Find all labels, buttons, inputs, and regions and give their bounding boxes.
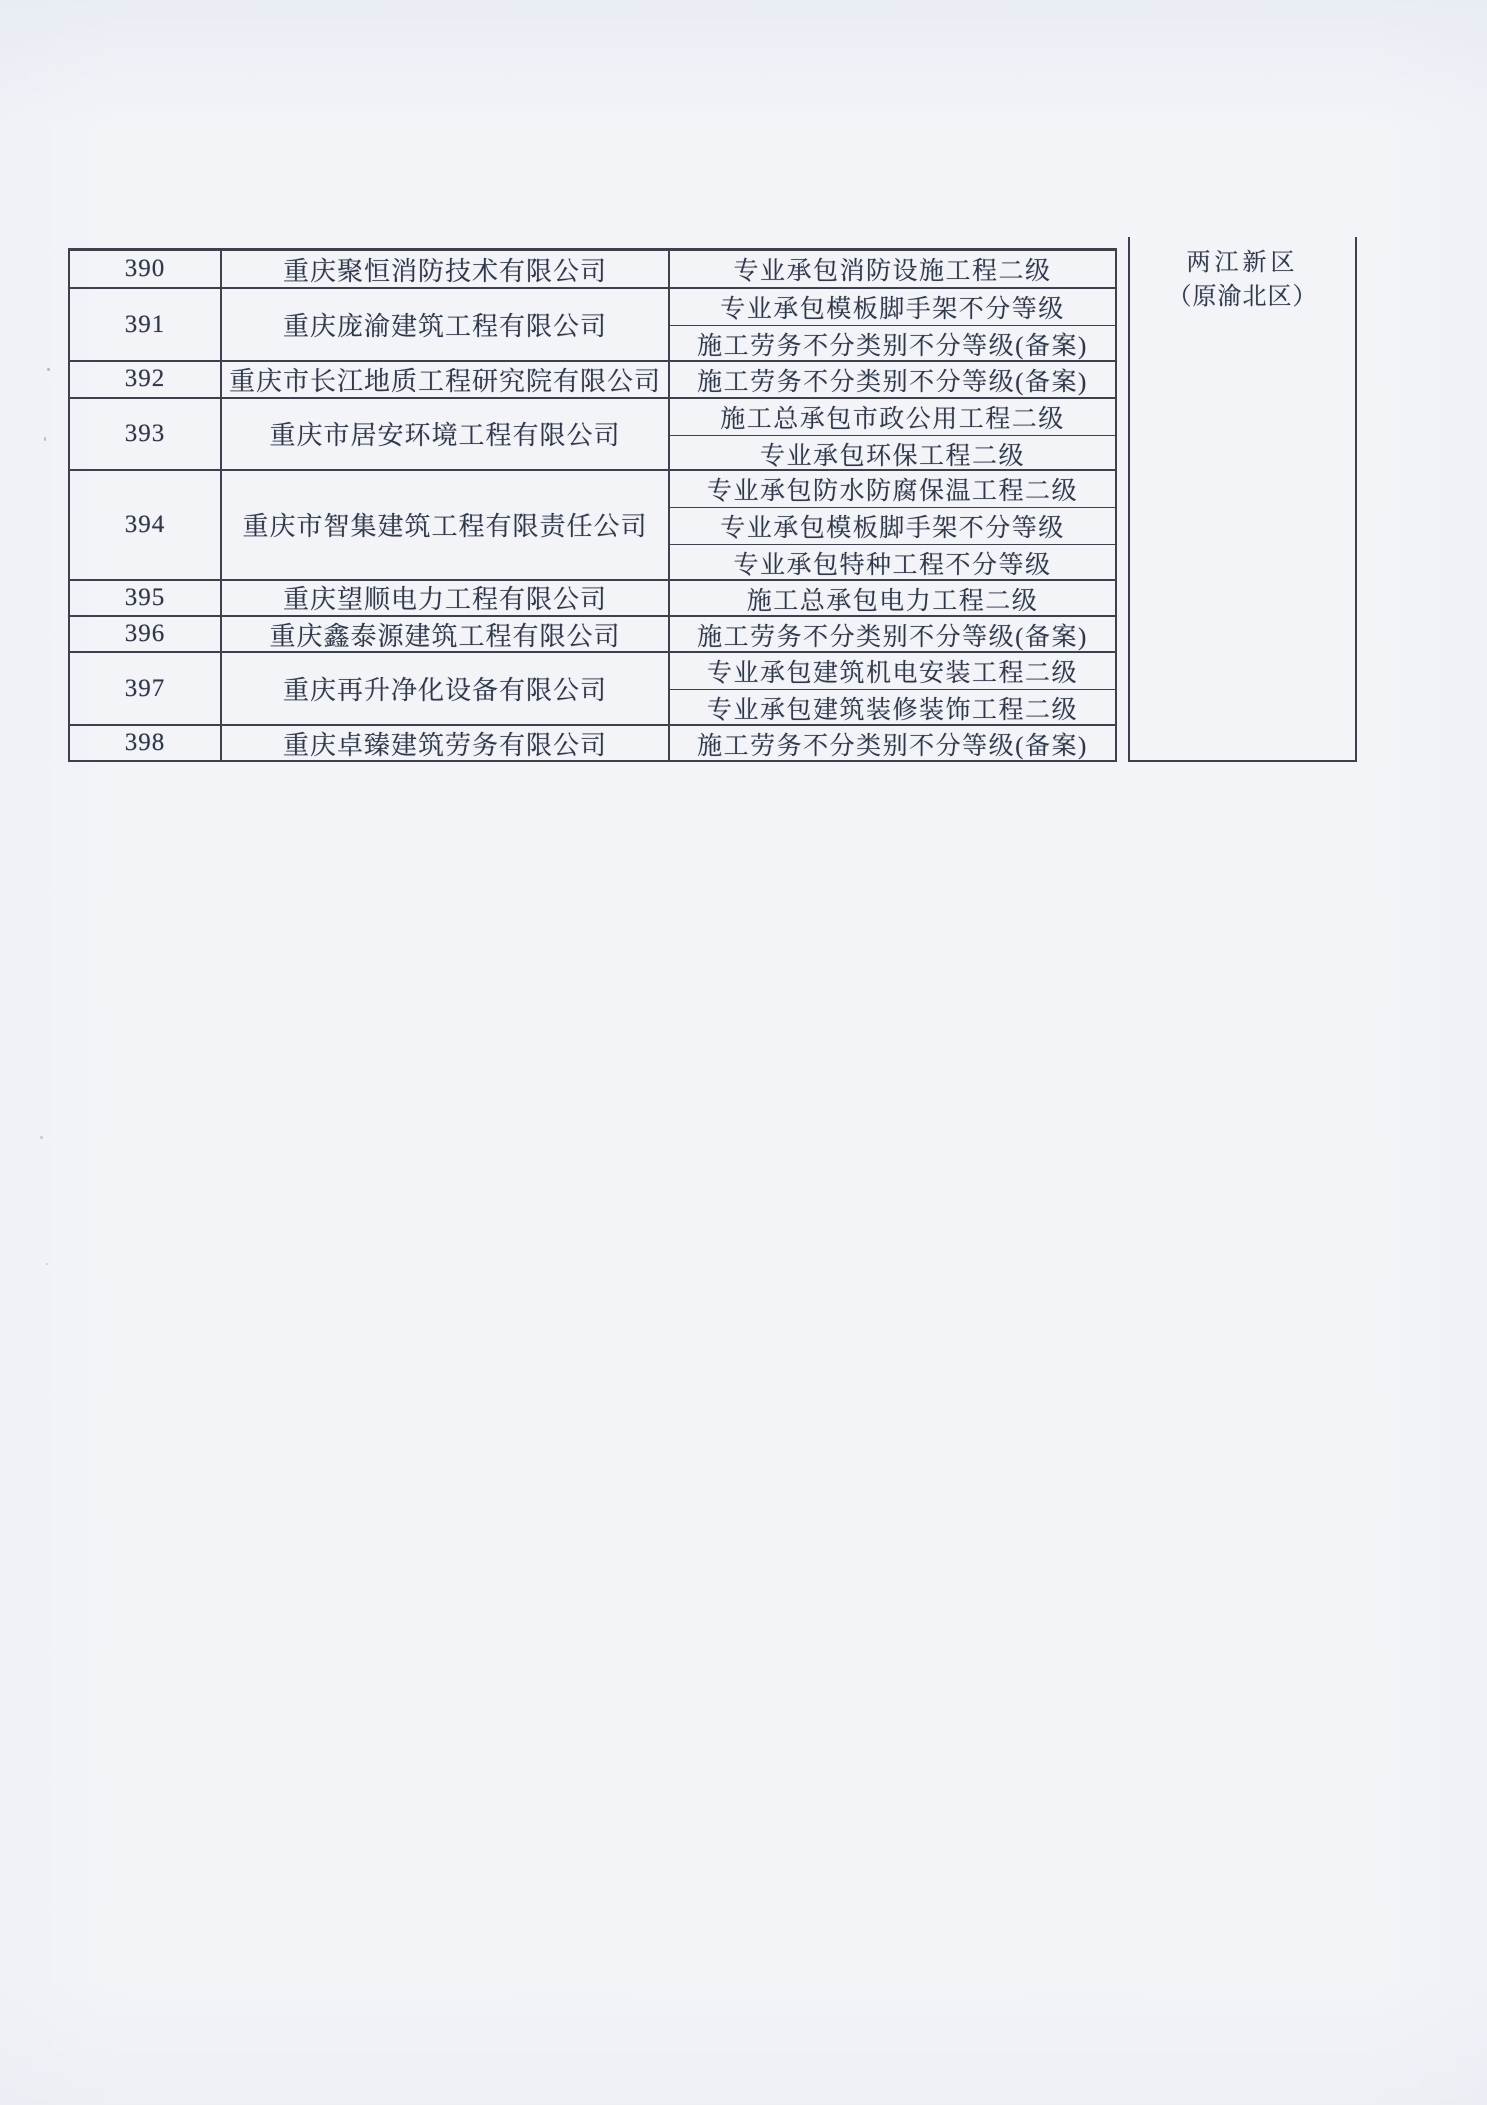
table-row [70, 724, 1115, 760]
qualification-line: 施工总承包电力工程二级 [746, 587, 1039, 615]
table-row [70, 251, 1115, 287]
qualification-line: 专业承包模板脚手架不分等级 [720, 296, 1065, 324]
qualification-line: 专业承包建筑装修装饰工程二级 [670, 689, 1115, 726]
company-name-cell: 重庆庞渝建筑工程有限公司 [222, 289, 670, 360]
company-name-cell: 重庆望顺电力工程有限公司 [222, 581, 670, 615]
qualification-line: 施工劳务不分类别不分等级(备案) [697, 369, 1088, 397]
region-former-name: （原渝北区） [1167, 284, 1318, 310]
row-number-cell: 393 [70, 399, 222, 470]
registry-table [68, 248, 1117, 762]
qualification-line: 施工总承包市政公用工程二级 [720, 405, 1065, 433]
qualification-line: 施工劳务不分类别不分等级(备案) [697, 733, 1088, 761]
company-name-cell: 重庆聚恒消防技术有限公司 [222, 251, 670, 287]
qualifications-cell [670, 399, 1115, 470]
company-name-cell: 重庆市智集建筑工程有限责任公司 [222, 471, 670, 578]
qualifications-cell [670, 617, 1115, 651]
row-number-cell: 398 [70, 726, 222, 760]
table-row [70, 615, 1115, 651]
scan-speck [47, 368, 50, 371]
qualification-line: 施工劳务不分类别不分等级(备案) [670, 325, 1115, 362]
company-name-cell: 重庆再升净化设备有限公司 [222, 653, 670, 724]
row-number-cell: 392 [70, 362, 222, 396]
table-row [70, 579, 1115, 615]
row-number-cell: 395 [70, 581, 222, 615]
row-number-cell: 397 [70, 653, 222, 724]
qualification-line: 专业承包特种工程不分等级 [670, 544, 1115, 581]
qualification-line: 专业承包防水防腐保温工程二级 [706, 478, 1078, 506]
row-number-cell: 390 [70, 251, 222, 287]
qualifications-cell [670, 362, 1115, 396]
company-name-cell: 重庆市居安环境工程有限公司 [222, 399, 670, 470]
qualifications-cell [670, 289, 1115, 360]
qualifications-cell [670, 251, 1115, 287]
scan-speck [40, 1136, 43, 1139]
company-name-cell: 重庆卓臻建筑劳务有限公司 [222, 726, 670, 760]
scan-speck [44, 437, 46, 441]
qualifications-cell [670, 581, 1115, 615]
region-cell [1128, 237, 1357, 762]
row-number-cell: 394 [70, 471, 222, 578]
table-row [70, 287, 1115, 360]
qualification-line: 专业承包模板脚手架不分等级 [670, 507, 1115, 544]
qualifications-cell [670, 653, 1115, 724]
region-name: 两江新区 [1186, 250, 1299, 276]
table-row [70, 397, 1115, 470]
qualification-line: 专业承包建筑机电安装工程二级 [706, 660, 1078, 688]
table-row [70, 651, 1115, 724]
qualifications-cell [670, 471, 1115, 578]
row-number-cell: 396 [70, 617, 222, 651]
company-name-cell: 重庆鑫泰源建筑工程有限公司 [222, 617, 670, 651]
table-row [70, 469, 1115, 578]
row-number-cell: 391 [70, 289, 222, 360]
table-row [70, 360, 1115, 396]
qualification-line: 施工劳务不分类别不分等级(备案) [697, 623, 1088, 651]
company-name-cell: 重庆市长江地质工程研究院有限公司 [222, 362, 670, 396]
qualification-line: 专业承包环保工程二级 [670, 435, 1115, 472]
qualification-line: 专业承包消防设施工程二级 [733, 258, 1052, 286]
scan-speck [46, 1263, 48, 1265]
qualifications-cell [670, 726, 1115, 760]
